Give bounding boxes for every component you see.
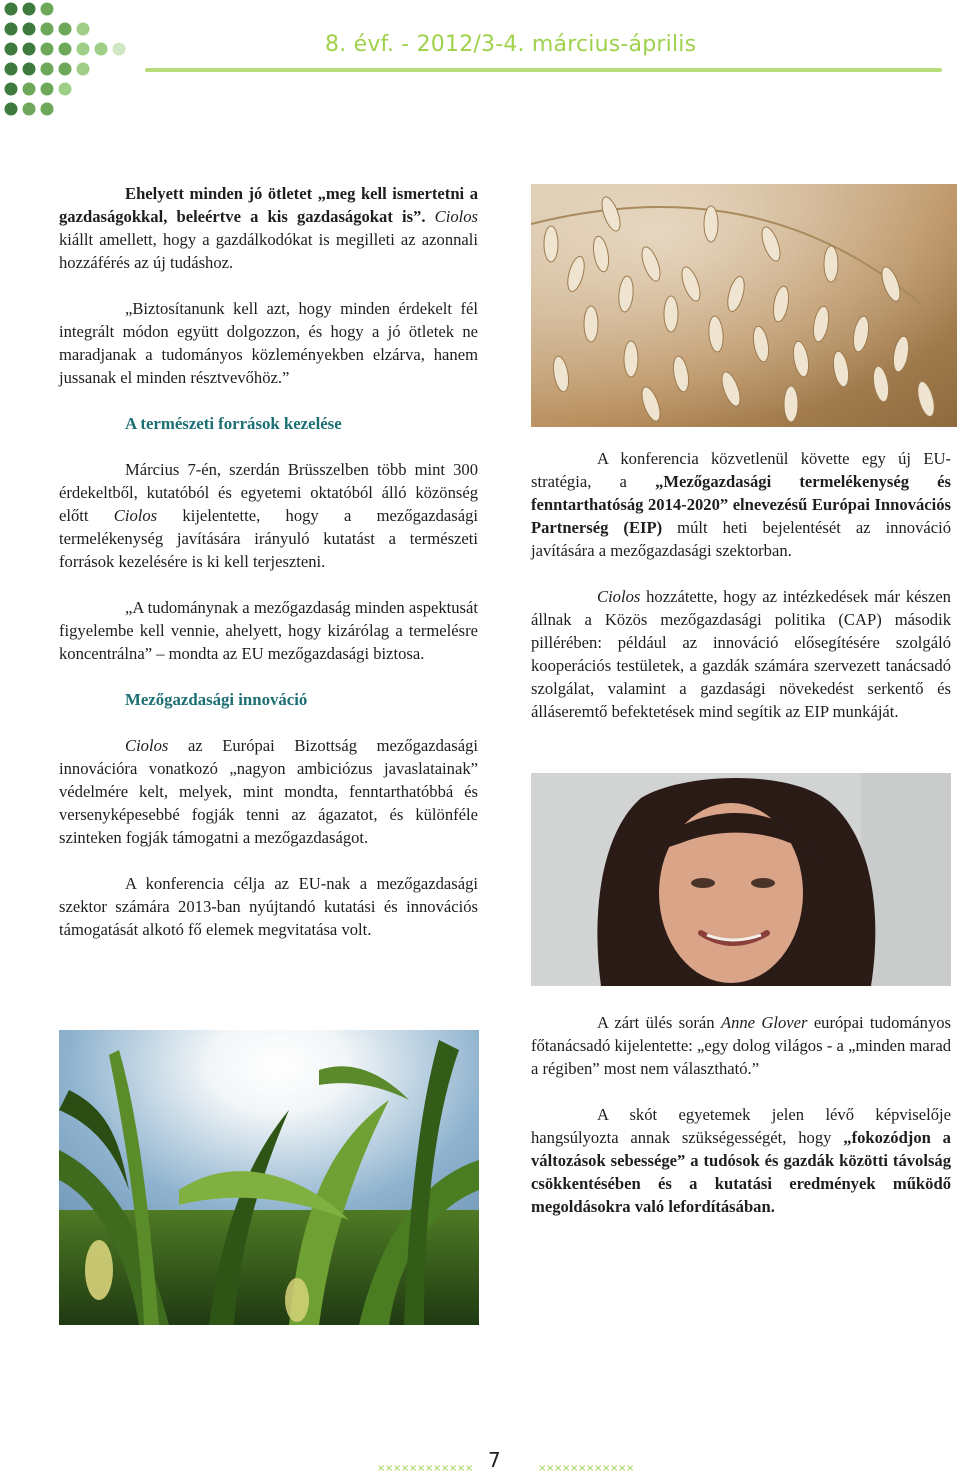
footer-x-mark: × <box>393 1463 402 1472</box>
footer-x-mark: × <box>417 1463 426 1472</box>
footer-x-mark: × <box>586 1463 595 1472</box>
intro-paragraph <box>59 182 478 274</box>
glover-name: Anne Glover <box>720 1013 808 1032</box>
innovation-rest: az Európai Bizottság mezőgazdasági innovációra vonatkozó „nagyon ambiciózus javaslatainak” védelmére kelt, melyek, mint mondta, fenntarthatóbbá és versenyképesebbé fogják tenni az ágazatot, és különféle szinteken fogják támogatni a mezőgazdaságot. <box>59 736 478 847</box>
left-column <box>59 182 478 941</box>
header-dot <box>5 83 18 96</box>
footer-decoration-left <box>377 1459 475 1472</box>
oat-grain <box>664 296 678 332</box>
header-dot <box>77 43 90 56</box>
oat-grain <box>544 226 558 262</box>
footer-x-mark: × <box>602 1463 611 1472</box>
header-dot <box>59 43 72 56</box>
footer-x-mark: × <box>465 1463 474 1472</box>
science-quote-paragraph: „A tudománynak a mezőgazdaság minden aspektusát figyelembe kell vennie, ahelyett, hogy kizárólag a termelésre koncentrálna” – mondta az EU mezőgazdasági biztosa. <box>59 598 478 663</box>
portrait-photo <box>531 773 951 986</box>
footer-x-mark: × <box>441 1463 450 1472</box>
intro-bold-text: Ehelyett minden jó ötletet „meg kell ismertetni a gazdaságokkal, beleértve a kis gazdaságokat is”. <box>59 184 478 226</box>
footer-x-mark: × <box>401 1463 410 1472</box>
header-dot-pattern <box>0 0 140 160</box>
header-dot <box>5 23 18 36</box>
footer-x-mark: × <box>610 1463 619 1472</box>
oat-grain <box>704 206 718 242</box>
scottish-bold: „fokozódjon a változások sebessége” a tudósok és gazdák közötti távolság csökkentésében és a kutatási eredmények működő megoldásokra való lefordításában. <box>531 1128 951 1216</box>
header-dot <box>41 83 54 96</box>
corn-field-photo <box>59 1030 479 1325</box>
section-heading-innovation: Mezőgazdasági innováció <box>125 690 308 709</box>
header-dot <box>77 63 90 76</box>
glover-text-b: európai tudományos főtanácsadó kijelentette: „egy dolog világos - a „minden marad a régiben” most nem választható.” <box>531 1013 952 1078</box>
header-rule <box>145 68 942 72</box>
footer-x-mark: × <box>425 1463 434 1472</box>
conference-text-a: Március 7-én, szerdán Brüsszelben több mint 300 érdekeltből, kutatóból és egyetemi oktatóból álló közönség előtt <box>59 460 478 525</box>
footer-x-mark: × <box>377 1463 386 1472</box>
quote-paragraph: „Biztosítanunk kell azt, hogy minden érdekelt fél integrált módon együtt dolgozzon, és hogy a jó ötletek ne maradjanak a tudományos közleményekben elzárva, hanem jussanak el minden résztvevőhöz.” <box>59 299 478 387</box>
header-dot <box>41 23 54 36</box>
cap-paragraph <box>531 585 951 723</box>
footer-x-mark: × <box>562 1463 571 1472</box>
header-dot <box>41 3 54 16</box>
innovation-paragraph <box>59 734 478 849</box>
header-dot <box>5 3 18 16</box>
issue-label: 8. évf. - 2012/3-4. március-április <box>325 32 697 57</box>
conference-name: Ciolos <box>113 506 158 525</box>
footer-x-pattern-right <box>538 1463 634 1472</box>
conference-text-b: kijelentette, hogy a mezőgazdasági termelékenység javítására irányuló kutatást a természeti források kezelésére is ki kell terjeszteni. <box>59 506 478 571</box>
scottish-paragraph <box>531 1103 951 1218</box>
eip-text-a: A konferencia közvetlenül követte egy új EU-stratégia, a <box>531 449 951 491</box>
footer-x-mark: × <box>570 1463 579 1472</box>
header-dot <box>5 43 18 56</box>
header-dot <box>113 43 126 56</box>
cap-name: Ciolos <box>597 587 641 606</box>
header-dot <box>23 103 36 116</box>
innovation-name: Ciolos <box>125 736 169 755</box>
header-dot <box>5 103 18 116</box>
footer-x-mark: × <box>578 1463 587 1472</box>
header-dot <box>59 63 72 76</box>
header-dot <box>23 3 36 16</box>
footer-x-mark: × <box>409 1463 418 1472</box>
header-dot <box>41 103 54 116</box>
goal-paragraph: A konferencia célja az EU-nak a mezőgazdasági szektor számára 2013-ban nyújtandó kutatási és innovációs támogatását alkotó fő elemek megvitatása volt. <box>59 874 478 939</box>
footer-x-mark: × <box>449 1463 458 1472</box>
header-dot <box>23 43 36 56</box>
glover-text-a: A zárt ülés során <box>597 1013 715 1032</box>
intro-rest: kiállt amellett, hogy a gazdálkodókat is megilleti az azonnali hozzáférés az új tudáshoz. <box>59 230 478 272</box>
footer-x-mark: × <box>626 1463 635 1472</box>
footer-x-mark: × <box>554 1463 563 1472</box>
footer-x-mark: × <box>433 1463 442 1472</box>
oat-grain <box>784 386 798 422</box>
scottish-text: A skót egyetemek jelen lévő képviselője hangsúlyozta annak szükségességét, hogy <box>531 1105 951 1147</box>
header-dot <box>5 63 18 76</box>
eip-paragraph <box>531 447 951 562</box>
eip-text-b: múlt heti bejelentését az innováció javítására a mezőgazdasági szektorban. <box>531 518 951 560</box>
conference-paragraph <box>59 458 478 573</box>
header-dot <box>59 23 72 36</box>
header-dot <box>23 63 36 76</box>
oats-photo <box>531 184 957 427</box>
header-dot <box>41 63 54 76</box>
header-dot <box>95 43 108 56</box>
footer-x-mark: × <box>457 1463 466 1472</box>
cap-rest: hozzátette, hogy az intézkedések már készen állnak a Közös mezőgazdasági politika (CAP) második pillérében: például az innováció elősegítésére szolgáló kooperációs testületek, a gazdák számára szervezett tanácsadó szolgálat, valamint a gazdasági növekedést serkentő és álláseremtő befektetések mind segítik az EIP munkáját. <box>531 587 951 721</box>
header-dot <box>77 23 90 36</box>
header-dot <box>23 83 36 96</box>
intro-name: Ciolos <box>434 207 478 226</box>
page-number: 7 <box>488 1448 501 1472</box>
oat-grain <box>624 341 638 377</box>
right-column-bottom <box>531 1011 951 1218</box>
right-column-top <box>531 447 951 723</box>
footer-x-mark: × <box>546 1463 555 1472</box>
footer-x-mark: × <box>618 1463 627 1472</box>
header-dot <box>59 83 72 96</box>
header-dot <box>41 43 54 56</box>
footer-decoration-right <box>538 1459 636 1472</box>
footer-x-mark: × <box>385 1463 394 1472</box>
section-heading-natural-resources: A természeti források kezelése <box>125 414 342 433</box>
glover-paragraph <box>531 1011 951 1080</box>
footer-x-pattern-left <box>377 1463 473 1472</box>
oat-grain <box>584 306 598 342</box>
header-dot <box>23 23 36 36</box>
footer-x-mark: × <box>538 1463 547 1472</box>
eip-bold: „Mezőgazdasági termelékenység és fenntarthatóság 2014-2020” elnevezésű Európai Innovációs Partnerség (EIP) <box>531 472 951 537</box>
footer-x-mark: × <box>594 1463 603 1472</box>
oat-grain <box>824 246 838 282</box>
